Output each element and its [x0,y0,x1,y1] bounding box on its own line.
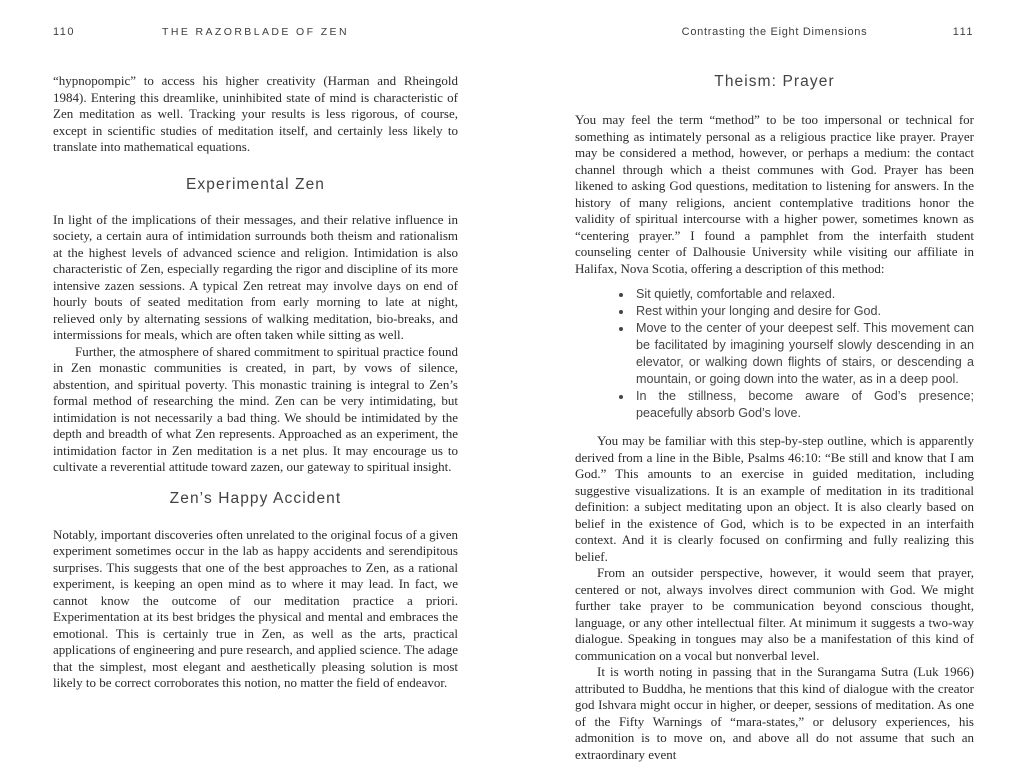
bullet-item: • Sit quietly, comfortable and relaxed. [633,286,974,303]
right-page-number: 111 [952,26,974,38]
body-paragraph: You may be familiar with this step-by-step outline, which is apparently derived from a line in the Bible, Psalms 46:10: “Be still and know that I am God.” This amounts to an exercise in guided meditation, including suggestive visualizations. It is an example of meditation in its traditional definition: a subject meditating upon an object. It is also clearly based on belief in the existence of God, which is to be expected in an interfaith context. And it is clearly focused on confirming and fully realizing this belief. [575,433,974,564]
bullet-item: • Rest within your longing and desire for God. [633,303,974,320]
body-paragraph: Further, the atmosphere of shared commitment to spiritual practice found in Zen monastic communities is created, in part, by vows of silence, abstention, and spiritual poverty. This monastic training is integral to Zen’s formal method of researching the mind. Zen can be very intimidating, but intimidation is not necessarily a bad thing. We should be intimidated by the depth and breadth of what Zen represents. Approached as an experiment, the intimidation factor in Zen meditation is a net plus. It may encourage us to cultivate a reverential attitude toward zazen, our gateway to spiritual insight. [53,343,458,474]
body-paragraph: You may feel the term “method” to be too impersonal or technical for something as intimately personal as a religious practice like prayer. Prayer may be considered a method, however, or perhaps a medium: the contact channel through which a theist communes with God. Prayer has been likened to asking God questions, meditation to listening for answers. In the history of many religions, ancient contemplative traditions honor the validity of spiritual intercourse with a higher power, sometimes known as “centering prayer.” I found a pamphlet from the interfaith student counseling center of Dalhousie University while visiting our affiliate in Halifax, Nova Scotia, offering a description of this method: [575,112,974,276]
bullet-item: • Move to the center of your deepest self. This movement can be facilitated by imagining yourself slowly descending in an elevator, or walking down flights of stairs, or descending a mountain, or going down into the water, as in a deep pool. [633,320,974,388]
left-page-header [53,26,458,40]
left-page-content [53,73,458,692]
left-running-head: THE RAZORBLADE OF ZEN [162,26,349,38]
body-paragraph: From an outsider perspective, however, it would seem that prayer, centered or not, always involves direct communion with God. We might further take prayer to be communication beyond conscious thought, language, or any other intellectual filter. At minimum it suggests a two-way dialogue. Speaking in tongues may also be a manifestation of this kind of communication on a vocal but nonverbal level. [575,565,974,663]
right-page-content [575,73,974,763]
body-paragraph: In light of the implications of their messages, and their relative influence in society, a certain aura of intimidation surrounds both theism and rationalism at the highest levels of advanced science and religion. Intimidation is also characteristic of Zen, especially regarding the rigor and discipline of its more intensive zazen sessions. A typical Zen retreat may involve days on end of hourly bouts of seated meditation from early morning to late at night, relieved only by alternating sessions of walking meditation, bio-breaks, and intermissions for meals, which are often taken while sitting as well. [53,211,458,342]
section-heading-zens-happy-accident: Zen’s Happy Accident [169,489,342,507]
body-paragraph: Notably, important discoveries often unrelated to the original focus of a given experiment sometimes occur in the lab as happy accidents and serendipitous surprises. This suggests that one of the best approaches to Zen, as a rational experiment, is keeping an open mind as to where it may lead. In fact, we cannot know the outcome of our meditation practice a priori. Experimentation at its best bridges the physical and mental and embraces the emotional. This is certainly true in Zen, as well as the arts, practical applications of engineering and pure research, and applied science. The adage that the simplest, most elegant and aesthetically pleasing solution is most likely to be correct corroborates this notion, no matter the field of endeavor. [53,526,458,690]
left-page-number: 110 [53,26,76,38]
section-heading-experimental-zen: Experimental Zen [185,175,326,193]
right-running-head: Contrasting the Eight Dimensions [681,26,868,38]
section-heading-theism-prayer: Theism: Prayer [714,73,835,90]
prayer-method-bullet-list [575,286,974,422]
bullet-item: • In the stillness, become aware of God’s presence; peacefully absorb God’s love. [633,388,974,422]
right-page [575,26,974,763]
left-page [53,26,458,692]
right-page-header [575,26,974,40]
body-paragraph: “hypnopompic” to access his higher creativity (Harman and Rheingold 1984). Entering this dreamlike, uninhibited state of mind is characteristic of Zen meditation as well. Tracking your results is less rigorous, of course, except in scientific studies of meditation itself, and certainly less likely to translate into mathematical equations. [53,73,458,154]
body-paragraph: It is worth noting in passing that in the Surangama Sutra (Luk 1966) attributed to Buddha, he mentions that this kind of dialogue with the creator god Ishvara might occur in higher, or deeper, sessions of meditation. As one of the Fifty Warnings of “mara-states,” or delusory experiences, his admonition is to move on, and above all do not assume that such an extraordinary event [575,664,974,762]
